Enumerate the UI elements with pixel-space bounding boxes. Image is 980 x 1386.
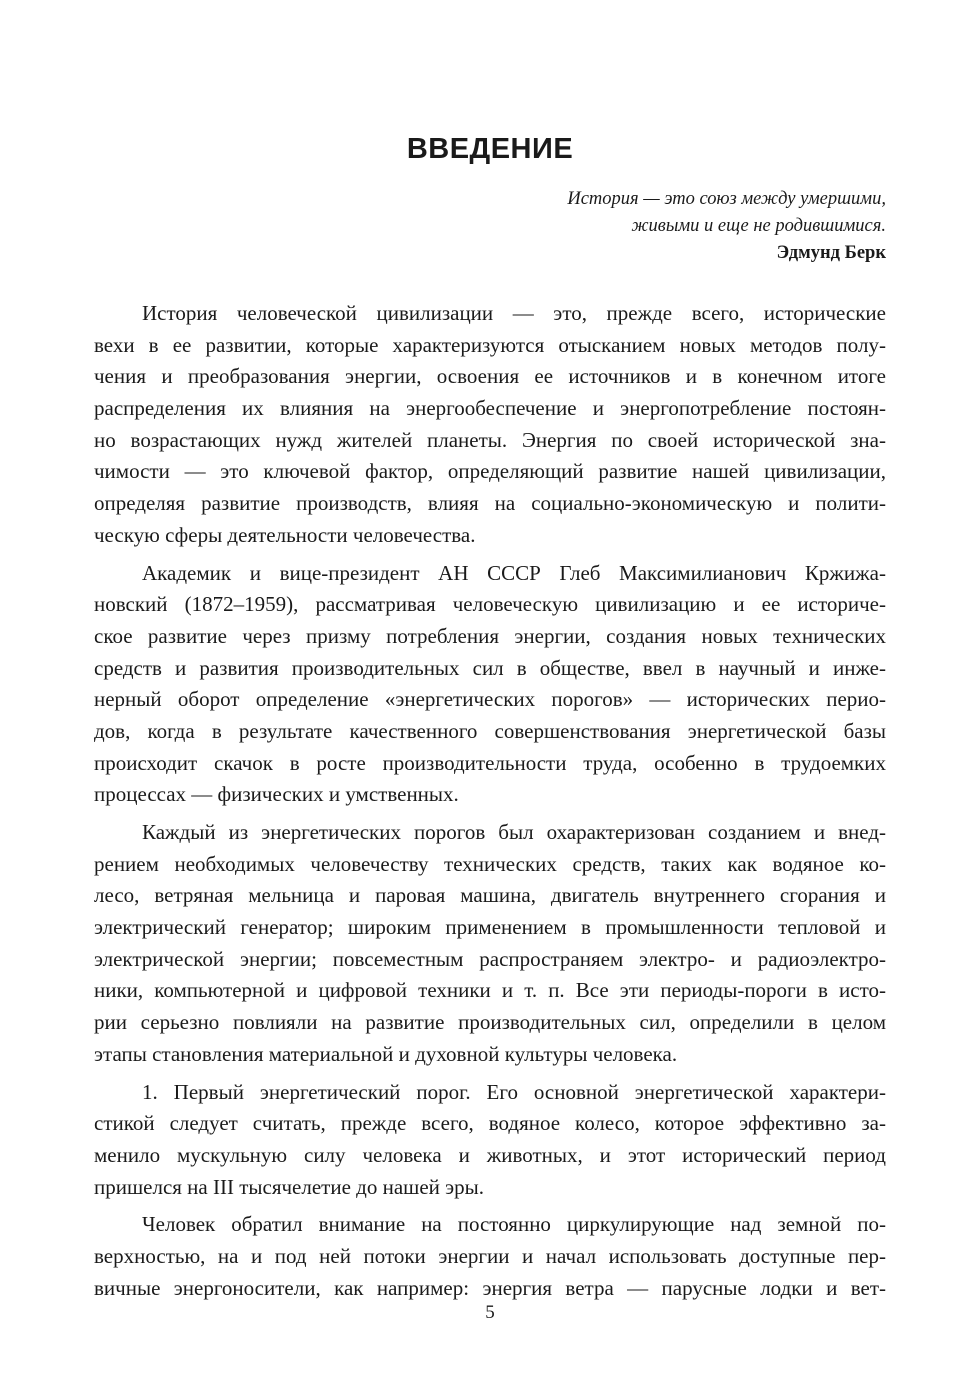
- text-line: Академик и вице-президент АН СССР Глеб Максимилианович Кржижа-: [142, 560, 886, 585]
- text-line: ческую сферы деятельности человечества.: [94, 522, 476, 547]
- epigraph: [386, 186, 886, 267]
- text-line: чения и преобразования энергии, освоения ее источников и в конечном итоге: [94, 364, 886, 389]
- text-line: происходит скачок в росте производительности труда, особенно в трудоемких: [94, 750, 886, 775]
- text-line: стикой следует считать, прежде всего, водяное колесо, которое эффективно за-: [94, 1111, 886, 1136]
- paragraph: [94, 1077, 886, 1204]
- text-line: чимости — это ключевой фактор, определяющий развитие нашей цивилизации,: [94, 459, 886, 484]
- text-line: менило мускульную силу человека и животных, и этот исторический период: [94, 1142, 886, 1167]
- paragraph: [94, 298, 886, 552]
- text-line: лесо, ветряная мельница и паровая машина, двигатель внутреннего сгорания и: [94, 883, 886, 908]
- text-line: электрический генератор; широким применением в промышленности тепловой и: [94, 915, 886, 940]
- text-line: дов, когда в результате качественного совершенствования энергетической базы: [94, 718, 886, 743]
- text-line: этапы становления материальной и духовной культуры человека.: [94, 1041, 678, 1066]
- text-line: но возрастающих нужд жителей планеты. Энергия по своей исторической зна-: [94, 427, 886, 452]
- text-line: История человеческой цивилизации — это, прежде всего, исторические: [142, 301, 886, 325]
- text-line: Человек обратил внимание на постоянно циркулирующие над земной по-: [142, 1212, 886, 1237]
- epigraph-line: История — это союз между умершими,: [567, 189, 886, 209]
- text-line: процессах — физических и умственных.: [94, 782, 459, 807]
- text-line: вехи в ее развитии, которые характеризуются отысканием новых методов полу-: [94, 332, 886, 357]
- text-line: Каждый из энергетических порогов был охарактеризован созданием и внед-: [142, 820, 886, 844]
- text-line: определяя развитие производств, влияя на социально-экономическую и полити-: [94, 491, 886, 516]
- chapter-title: ВВЕДЕНИЕ: [406, 133, 574, 165]
- text-line: электрической энергии; повсеместным распространяем электро- и радиоэлектро-: [94, 946, 886, 971]
- text-line: верхностью, на и под ней потоки энергии и начал использовать доступные пер-: [94, 1243, 886, 1268]
- paragraph: [94, 817, 886, 1071]
- text-line: ское развитие через призму потребления энергии, создания новых технических: [94, 623, 886, 648]
- text-line: вичные энергоносители, как например: энергия ветра — парусные лодки и вет-: [94, 1275, 886, 1300]
- page-number: 5: [485, 1302, 495, 1323]
- text-line: новский (1872–1959), рассматривая человеческую цивилизацию и ее историче-: [94, 592, 886, 617]
- epigraph-author: Эдмунд Берк: [776, 243, 886, 263]
- text-line: ники, компьютерной и цифровой техники и т. п. Все эти периоды-пороги в исто-: [94, 978, 886, 1003]
- text-line: распределения их влияния на энергообеспечение и энергопотребление постоян-: [94, 396, 886, 421]
- text-line: средств и развития производительных сил в обществе, ввел в научный и инже-: [94, 655, 886, 680]
- epigraph-line: живыми и еще не родившимися.: [631, 216, 886, 236]
- body-text: [94, 298, 886, 1310]
- text-line: нерный оборот определение «энергетических порогов» — исторических перио-: [94, 687, 886, 712]
- paragraph: [94, 558, 886, 812]
- text-line: рением необходимых человечеству технических средств, таких как водяное ко-: [94, 851, 886, 876]
- text-line: рии серьезно повлияли на развитие производительных сил, определили в целом: [94, 1010, 886, 1035]
- text-line: 1. Первый энергетический порог. Его основной энергетической характери-: [142, 1079, 886, 1104]
- text-line: пришелся на III тысячелетие до нашей эры.: [94, 1174, 484, 1199]
- paragraph: [94, 1209, 886, 1304]
